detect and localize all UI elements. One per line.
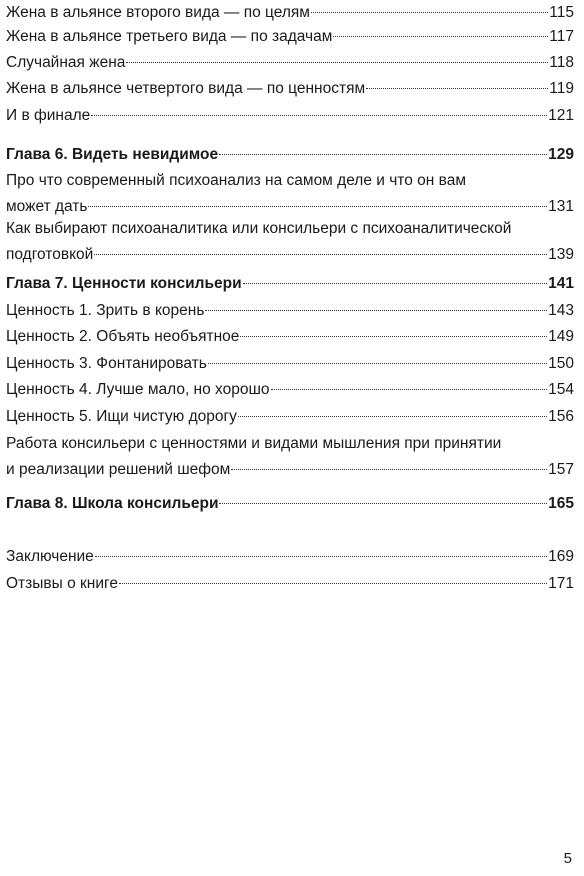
toc-entry[interactable] (6, 168, 574, 220)
toc-entry-page: 171 (548, 575, 574, 592)
toc-entry-title: Отзывы о книге (6, 575, 118, 592)
toc-entry-title: Жена в альянсе третьего вида — по задачам (6, 28, 333, 45)
toc-entry[interactable] (6, 404, 574, 430)
toc-entry[interactable] (6, 571, 574, 597)
dot-leader (119, 583, 547, 584)
toc-entry-title: Жена в альянсе второго вида — по целям (6, 4, 310, 21)
toc-entry[interactable] (6, 377, 574, 403)
dot-leader (366, 88, 548, 89)
toc-entry-title-line1: Про что современный психоанализ на самом деле и что он вам (6, 172, 466, 189)
dot-leader (219, 503, 547, 504)
toc-entry-title: может дать (6, 198, 88, 215)
dot-leader (243, 283, 547, 284)
toc-entry-title: Ценность 3. Фонтанировать (6, 355, 207, 372)
toc-entry[interactable] (6, 431, 574, 483)
toc-entry-title: Заключение (6, 548, 94, 565)
toc-entry-title: Случайная жена (6, 54, 126, 71)
toc-entry-page: 141 (548, 275, 574, 292)
dot-leader (311, 12, 548, 13)
toc-entry-page: 143 (548, 302, 574, 319)
toc-entry-title: Глава 8. Школа консильери (6, 495, 219, 512)
toc-entry-page: 129 (548, 146, 574, 163)
toc-entry[interactable] (6, 544, 574, 570)
toc-entry-title: Глава 6. Видеть невидимое (6, 146, 219, 163)
toc-entry[interactable] (6, 324, 574, 350)
dot-leader (238, 416, 547, 417)
toc-entry[interactable] (6, 103, 574, 129)
dot-leader (271, 389, 548, 390)
toc-entry-page: 154 (548, 381, 574, 398)
toc-entry-page: 121 (548, 107, 574, 124)
toc-entry-page: 149 (548, 328, 574, 345)
toc-entry-title: Глава 7. Ценности консильери (6, 275, 242, 292)
dot-leader (95, 556, 547, 557)
dot-leader (126, 62, 548, 63)
toc-entry-page: 117 (549, 28, 574, 45)
dot-leader (219, 154, 547, 155)
toc-entry-page: 156 (548, 408, 574, 425)
toc-entry-title: Жена в альянсе четвертого вида — по ценностям (6, 80, 366, 97)
toc-chapter-entry[interactable] (6, 271, 574, 297)
dot-leader (94, 254, 547, 255)
toc-entry-page: 165 (548, 495, 574, 512)
toc-entry[interactable] (6, 76, 574, 102)
toc-entry-page: 115 (549, 4, 574, 21)
toc-entry[interactable] (6, 351, 574, 377)
page-number: 5 (563, 850, 572, 867)
toc-entry-title: и реализации решений шефом (6, 461, 231, 478)
toc-entry[interactable] (6, 298, 574, 324)
toc-entry-page: 131 (548, 198, 574, 215)
toc-entry-title: И в финале (6, 107, 91, 124)
dot-leader (208, 363, 547, 364)
dot-leader (205, 310, 547, 311)
toc-entry-page: 119 (549, 80, 574, 97)
toc-entry-page: 157 (548, 461, 574, 478)
toc-entry-page: 139 (548, 246, 574, 263)
toc-entry[interactable] (6, 24, 574, 50)
toc-entry-title: Ценность 4. Лучше мало, но хорошо (6, 381, 270, 398)
toc-entry[interactable] (6, 216, 574, 268)
toc-entry-title: Ценность 5. Ищи чистую дорогу (6, 408, 237, 425)
dot-leader (333, 36, 548, 37)
toc-chapter-entry[interactable] (6, 142, 574, 168)
toc-entry-page: 150 (548, 355, 574, 372)
toc-entry-title: Ценность 2. Объять необъятное (6, 328, 240, 345)
toc-entry-title-line1: Как выбирают психоаналитика или консильери с психоаналитической (6, 220, 512, 237)
toc-chapter-entry[interactable] (6, 491, 574, 517)
dot-leader (88, 206, 547, 207)
dot-leader (91, 115, 547, 116)
toc-entry[interactable] (6, 0, 574, 26)
toc-entry-title: подготовкой (6, 246, 94, 263)
toc-entry-title: Ценность 1. Зрить в корень (6, 302, 205, 319)
toc-entry-page: 118 (549, 54, 574, 71)
toc-entry[interactable] (6, 50, 574, 76)
toc-entry-title-line1: Работа консильери с ценностями и видами мышления при принятии (6, 435, 502, 452)
dot-leader (240, 336, 547, 337)
dot-leader (231, 469, 547, 470)
toc-entry-page: 169 (548, 548, 574, 565)
